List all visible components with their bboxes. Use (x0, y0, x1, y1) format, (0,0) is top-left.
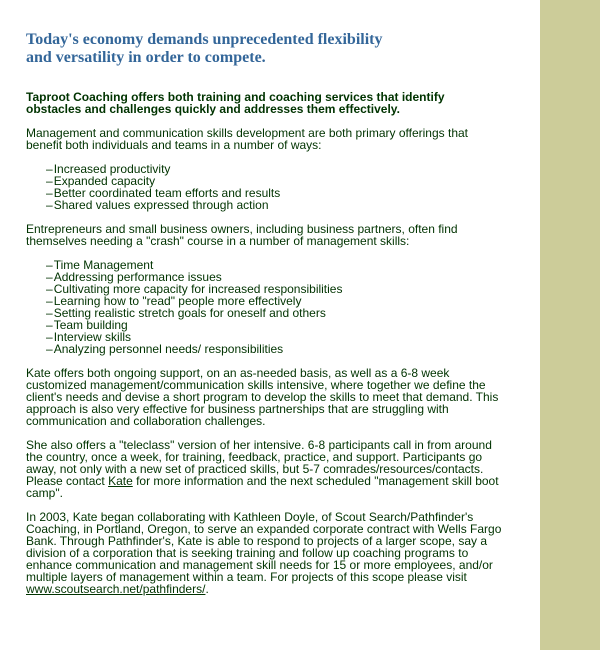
dash-bullet: – (46, 330, 53, 344)
list-item: –Better coordinated team efforts and results (46, 186, 281, 200)
page-headline (26, 31, 536, 67)
dash-bullet: – (46, 306, 53, 320)
headline-line-1: Today's economy demands unprecedented flexibility (26, 31, 383, 48)
pathfinders-paragraph: In 2003, Kate began collaborating with Kathleen Doyle, of Scout Search/Pathfinder's Coaching, in Portland, Oregon, to serve an expanded corporate contract with Wells Fargo Bank. Through Pathfinder's, Kate is able to respond to projects of a larger scope, say a division of a corporation that is seeking training and follow up coaching programs to enhance communication and management skill needs for 15 or more employees, and/or multiple layers of management within a team. For projects of this scope please visit www.scoutsearch.net/pathfinders/. (26, 510, 502, 596)
list-item: –Learning how to "read" people more effectively (46, 294, 302, 308)
benefits-intro-paragraph: Management and communication skills development are both primary offerings that benefit both individuals and teams in a number of ways: (26, 126, 469, 152)
main-content (26, 0, 536, 595)
list-item: –Analyzing personnel needs/ responsibilities (46, 342, 284, 356)
kate-contact-link[interactable]: Kate (108, 474, 133, 488)
list-item: –Shared values expressed through action (46, 198, 269, 212)
dash-bullet: – (46, 258, 53, 272)
list-item: –Increased productivity (46, 162, 171, 176)
dash-bullet: – (46, 282, 53, 296)
scoutsearch-link[interactable]: www.scoutsearch.net/pathfinders/ (26, 582, 206, 596)
benefits-list (46, 163, 536, 211)
skills-intro-paragraph: Entrepreneurs and small business owners, including business partners, often find themselves needing a "crash" course in a number of management skills: (26, 222, 458, 248)
dash-bullet: – (46, 186, 53, 200)
dash-bullet: – (46, 270, 53, 284)
intro-paragraph: Taproot Coaching offers both training and coaching services that identify obstacles and challenges quickly and addresses them effectively. (26, 90, 445, 116)
dash-bullet: – (46, 342, 53, 356)
list-item: –Interview skills (46, 330, 132, 344)
dash-bullet: – (46, 318, 53, 332)
list-item: –Expanded capacity (46, 174, 156, 188)
skills-list (46, 259, 536, 355)
intensive-paragraph: Kate offers both ongoing support, on an as-needed basis, as well as a 6-8 week customized management/communication skills intensive, where together we define the client's needs and devise a short program to develop the skills to meet that demand. This approach is also very effective for business partnerships that are struggling with communication and collaboration challenges. (26, 366, 499, 428)
dash-bullet: – (46, 294, 53, 308)
dash-bullet: – (46, 198, 53, 212)
list-item: –Setting realistic stretch goals for oneself and others (46, 306, 326, 320)
list-item: –Time Management (46, 258, 154, 272)
list-item: –Addressing performance issues (46, 270, 222, 284)
list-item: –Team building (46, 318, 128, 332)
teleclass-paragraph: She also offers a "teleclass" version of her intensive. 6-8 participants call in from around the country, once a week, for training, feedback, practice, and support. Participants go away, not only with a new set of practiced skills, but 5-7 comrades/resources/contacts. Please contact Kate for more information and the next scheduled "management skill boot camp". (26, 438, 499, 500)
right-sidebar (540, 0, 600, 650)
dash-bullet: – (46, 174, 53, 188)
dash-bullet: – (46, 162, 53, 176)
headline-line-2: and versatility in order to compete. (26, 49, 266, 66)
list-item: –Cultivating more capacity for increased responsibilities (46, 282, 343, 296)
